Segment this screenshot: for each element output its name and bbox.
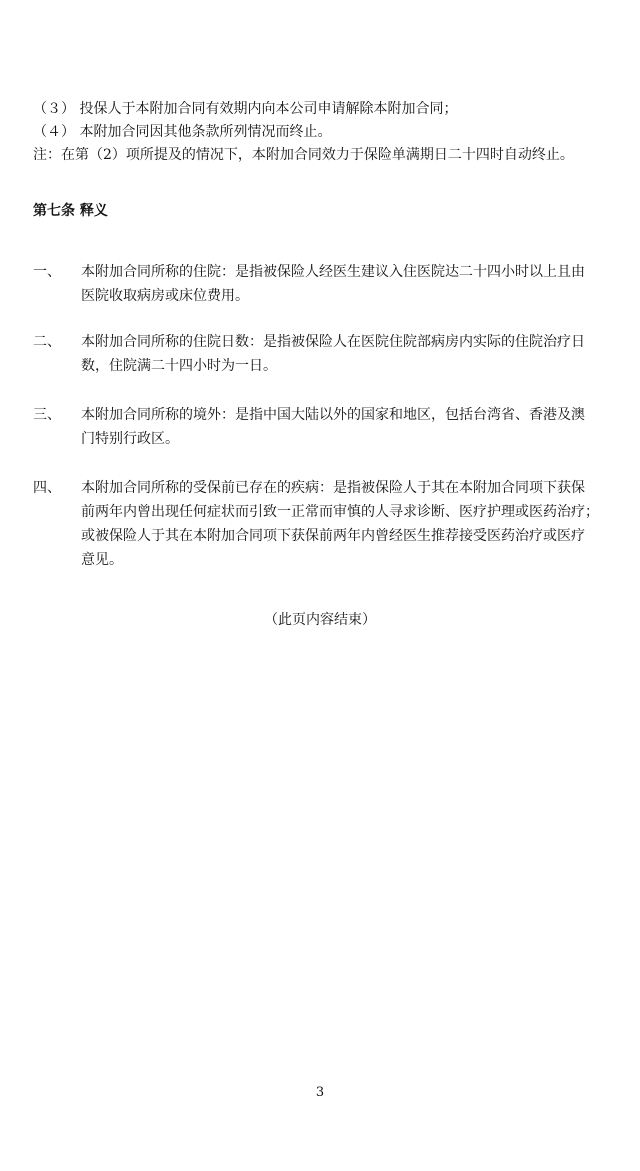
clause-item-3 bbox=[33, 99, 457, 119]
definition-4-body bbox=[81, 476, 640, 572]
clause-item-4-text: 本附加合同因其他条款所列情况而终止。 bbox=[79, 124, 332, 140]
definition-4-label: 四、 bbox=[33, 480, 61, 496]
definition-4-line-3: 或被保险人于其在本附加合同项下获保前两年内曾经医生推荐接受医药治疗或医疗 bbox=[81, 528, 585, 544]
definition-1-body bbox=[81, 260, 640, 308]
definition-3-line-1: 本附加合同所称的境外：是指中国大陆以外的国家和地区，包括台湾省、香港及澳 bbox=[81, 407, 585, 423]
definition-1-line-1: 本附加合同所称的住院：是指被保险人经医生建议入住医院达二十四小时以上且由 bbox=[81, 264, 585, 280]
definition-1-label: 一、 bbox=[33, 264, 61, 280]
definition-4-line-1: 本附加合同所称的受保前已存在的疾病：是指被保险人于其在本附加合同项下获保 bbox=[81, 480, 585, 496]
page-number: 3 bbox=[315, 1085, 325, 1100]
clause-item-4-number: （４） bbox=[33, 124, 75, 140]
definition-2-line-2: 数，住院满二十四小时为一日。 bbox=[81, 358, 277, 374]
definition-3-body bbox=[81, 403, 640, 451]
clause-item-3-text: 投保人于本附加合同有效期内向本公司申请解除本附加合同； bbox=[79, 101, 458, 117]
definition-2-label: 二、 bbox=[33, 334, 61, 350]
clause-item-3-number: （３） bbox=[33, 101, 75, 117]
definition-3-line-2: 门特别行政区。 bbox=[81, 431, 179, 447]
definition-4-line-4: 意见。 bbox=[81, 552, 123, 568]
clause-note: 注：在第（2）项所提及的情况下，本附加合同效力于保险单满期日二十四时自动终止。 bbox=[33, 147, 574, 163]
definition-1-line-2: 医院收取病房或床位费用。 bbox=[81, 288, 249, 304]
definition-2-body bbox=[81, 330, 640, 378]
definition-2-line-1: 本附加合同所称的住院日数：是指被保险人在医院住院部病房内实际的住院治疗日 bbox=[81, 334, 585, 350]
definition-4-line-2: 前两年内曾出现任何症状而引致一正常而审慎的人寻求诊断、医疗护理或医药治疗； bbox=[81, 504, 599, 520]
section-7-heading: 第七条 释义 bbox=[33, 203, 108, 219]
clause-item-4 bbox=[33, 122, 331, 142]
definition-3-label: 三、 bbox=[33, 407, 61, 423]
page-end-note: （此页内容结束） bbox=[264, 612, 376, 628]
